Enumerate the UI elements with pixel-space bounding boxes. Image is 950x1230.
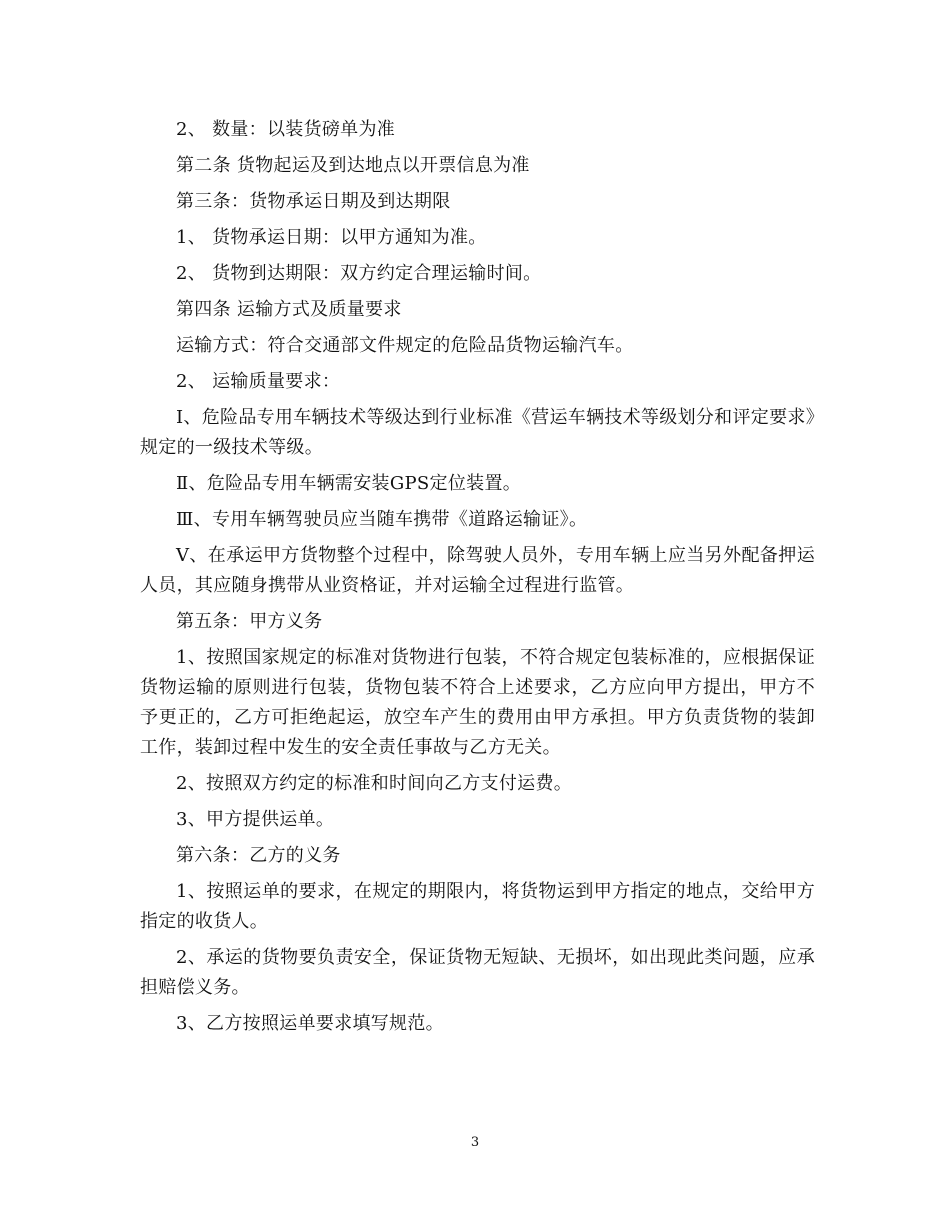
paragraph: Ⅰ、危险品专用车辆技术等级达到行业标准《营运车辆技术等级划分和评定要求》规定的一级技术等级。: [140, 407, 815, 458]
page-body: [140, 115, 815, 1045]
paragraph: 第六条：乙方的义务: [176, 845, 341, 866]
paragraph: 第二条 货物起运及到达地点以开票信息为准: [176, 155, 530, 176]
paragraph: 2、 运输质量要求：: [176, 371, 341, 392]
page-number: 3: [470, 1135, 480, 1150]
paragraph: 第五条：甲方义务: [176, 611, 323, 632]
paragraph: Ⅴ、在承运甲方货物整个过程中，除驾驶人员外，专用车辆上应当另外配备押运人员，其应随身携带从业资格证，并对运输全过程进行监管。: [140, 545, 815, 596]
paragraph: 1、按照国家规定的标准对货物进行包装，不符合规定包装标准的，应根据保证货物运输的原则进行包装，货物包装不符合上述要求，乙方应向甲方提出，甲方不予更正的，乙方可拒绝起运，放空车产生的费用由甲方承担。甲方负责货物的装卸工作，装卸过程中发生的安全责任事故与乙方无关。: [140, 647, 815, 758]
paragraph: 3、甲方提供运单。: [176, 809, 335, 830]
paragraph: 第四条 运输方式及质量要求: [176, 299, 402, 320]
paragraph: 第三条：货物承运日期及到达期限: [176, 191, 451, 212]
paragraph: Ⅱ、危险品专用车辆需安装GPS定位装置。: [176, 473, 522, 494]
paragraph: 3、乙方按照运单要求填写规范。: [176, 1013, 444, 1034]
paragraph: 1、按照运单的要求，在规定的期限内，将货物运到甲方指定的地点，交给甲方指定的收货人。: [140, 881, 815, 932]
paragraph: 2、 数量：以装货磅单为准: [176, 119, 396, 140]
paragraph: 2、承运的货物要负责安全，保证货物无短缺、无损坏，如出现此类问题，应承担赔偿义务。: [140, 947, 815, 998]
paragraph: 运输方式：符合交通部文件规定的危险品货物运输汽车。: [176, 335, 634, 356]
paragraph: Ⅲ、专用车辆驾驶员应当随车携带《道路运输证》。: [176, 509, 588, 530]
paragraph: 2、按照双方约定的标准和时间向乙方支付运费。: [176, 773, 573, 794]
paragraph: 1、 货物承运日期：以甲方通知为准。: [176, 227, 487, 248]
paragraph: 2、 货物到达期限：双方约定合理运输时间。: [176, 263, 542, 284]
